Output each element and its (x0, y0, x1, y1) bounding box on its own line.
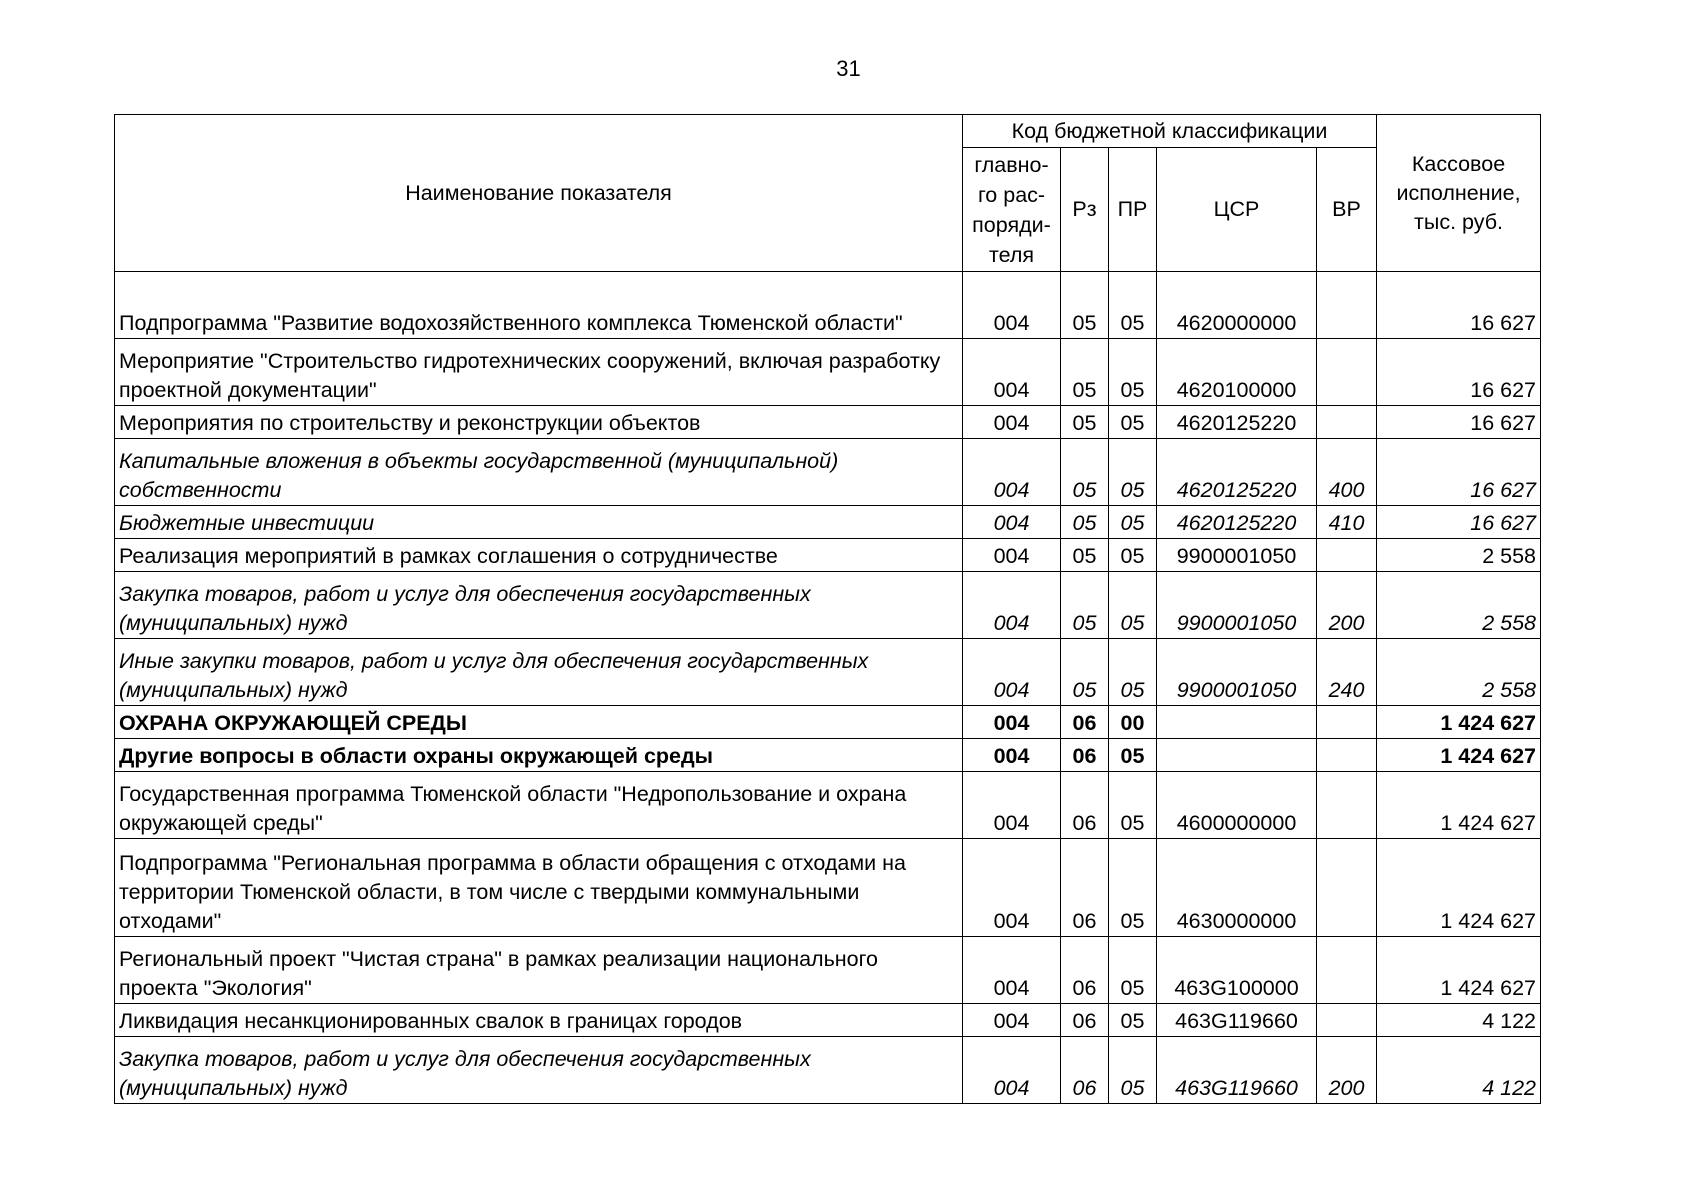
row-amount: 4 122 (1377, 1037, 1541, 1104)
header-vr: ВР (1317, 148, 1377, 272)
header-amount: Кассовое исполнение, тыс. руб. (1377, 115, 1541, 272)
row-amount: 4 122 (1377, 1004, 1541, 1037)
row-pr: 05 (1109, 439, 1157, 506)
row-csr: 463G119660 (1157, 1004, 1317, 1037)
row-admin: 004 (963, 506, 1061, 539)
row-amount: 1 424 627 (1377, 839, 1541, 937)
row-amount: 2 558 (1377, 639, 1541, 706)
table-row (115, 1004, 1541, 1037)
row-pr: 05 (1109, 506, 1157, 539)
row-csr: 9900001050 (1157, 639, 1317, 706)
row-rz: 05 (1061, 572, 1109, 639)
row-amount: 16 627 (1377, 439, 1541, 506)
header-main-admin: главно-го рас-поряди-теля (963, 148, 1061, 272)
row-rz: 05 (1061, 272, 1109, 339)
table-row (115, 772, 1541, 839)
row-vr (1317, 1004, 1377, 1037)
row-rz: 05 (1061, 406, 1109, 439)
row-rz: 05 (1061, 439, 1109, 506)
row-name: Мероприятия по строительству и реконструкции объектов (115, 406, 963, 439)
row-amount: 16 627 (1377, 506, 1541, 539)
table-row (115, 406, 1541, 439)
row-name: Подпрограмма "Региональная программа в области обращения с отходами на территории Тюменской области, в том числе с твердыми коммунальными отходами" (115, 839, 963, 937)
row-admin: 004 (963, 572, 1061, 639)
row-vr (1317, 839, 1377, 937)
row-vr: 200 (1317, 572, 1377, 639)
row-csr: 9900001050 (1157, 572, 1317, 639)
row-csr: 4630000000 (1157, 839, 1317, 937)
row-admin: 004 (963, 339, 1061, 406)
row-pr: 05 (1109, 406, 1157, 439)
row-name: Региональный проект "Чистая страна" в рамках реализации национального проекта "Экология" (115, 937, 963, 1004)
row-pr: 05 (1109, 572, 1157, 639)
row-admin: 004 (963, 772, 1061, 839)
row-vr (1317, 272, 1377, 339)
row-admin: 004 (963, 539, 1061, 572)
row-admin: 004 (963, 639, 1061, 706)
row-vr (1317, 706, 1377, 739)
row-name: Подпрограмма "Развитие водохозяйственного комплекса Тюменской области" (115, 272, 963, 339)
row-vr (1317, 339, 1377, 406)
row-rz: 06 (1061, 706, 1109, 739)
row-vr (1317, 739, 1377, 772)
header-csr: ЦСР (1157, 148, 1317, 272)
row-name: Реализация мероприятий в рамках соглашения о сотрудничестве (115, 539, 963, 572)
row-csr: 4620125220 (1157, 506, 1317, 539)
table-row (115, 639, 1541, 706)
row-csr: 4600000000 (1157, 772, 1317, 839)
row-rz: 06 (1061, 1037, 1109, 1104)
row-pr: 05 (1109, 539, 1157, 572)
row-pr: 05 (1109, 339, 1157, 406)
row-name: ОХРАНА ОКРУЖАЮЩЕЙ СРЕДЫ (115, 706, 963, 739)
row-admin: 004 (963, 1037, 1061, 1104)
row-pr: 05 (1109, 937, 1157, 1004)
row-pr: 05 (1109, 772, 1157, 839)
row-rz: 05 (1061, 539, 1109, 572)
header-rz: Рз (1061, 148, 1109, 272)
row-name: Ликвидация несанкционированных свалок в границах городов (115, 1004, 963, 1037)
row-admin: 004 (963, 406, 1061, 439)
row-pr: 05 (1109, 639, 1157, 706)
row-csr: 4620000000 (1157, 272, 1317, 339)
row-admin: 004 (963, 272, 1061, 339)
table-row (115, 272, 1541, 339)
row-csr: 4620125220 (1157, 439, 1317, 506)
row-pr: 05 (1109, 1004, 1157, 1037)
row-pr: 05 (1109, 739, 1157, 772)
table-row (115, 706, 1541, 739)
row-csr (1157, 739, 1317, 772)
row-rz: 06 (1061, 1004, 1109, 1037)
row-admin: 004 (963, 937, 1061, 1004)
table-row (115, 339, 1541, 406)
row-admin: 004 (963, 439, 1061, 506)
row-vr (1317, 772, 1377, 839)
row-csr: 463G119660 (1157, 1037, 1317, 1104)
header-code-group: Код бюджетной классификации (963, 115, 1377, 148)
row-name: Государственная программа Тюменской области "Недропользование и охрана окружающей среды" (115, 772, 963, 839)
row-name: Капитальные вложения в объекты государственной (муниципальной) собственности (115, 439, 963, 506)
row-name: Другие вопросы в области охраны окружающей среды (115, 739, 963, 772)
table-row (115, 506, 1541, 539)
row-amount: 16 627 (1377, 339, 1541, 406)
row-amount: 2 558 (1377, 539, 1541, 572)
row-rz: 06 (1061, 937, 1109, 1004)
row-vr: 400 (1317, 439, 1377, 506)
row-amount: 1 424 627 (1377, 706, 1541, 739)
row-pr: 00 (1109, 706, 1157, 739)
row-admin: 004 (963, 739, 1061, 772)
row-amount: 1 424 627 (1377, 739, 1541, 772)
row-vr (1317, 937, 1377, 1004)
row-name: Мероприятие "Строительство гидротехнических сооружений, включая разработку проектной документации" (115, 339, 963, 406)
row-pr: 05 (1109, 1037, 1157, 1104)
table-row (115, 839, 1541, 937)
row-csr: 9900001050 (1157, 539, 1317, 572)
row-csr: 4620125220 (1157, 406, 1317, 439)
row-rz: 05 (1061, 639, 1109, 706)
row-amount: 1 424 627 (1377, 937, 1541, 1004)
row-pr: 05 (1109, 839, 1157, 937)
row-amount: 16 627 (1377, 406, 1541, 439)
row-csr (1157, 706, 1317, 739)
row-rz: 05 (1061, 506, 1109, 539)
table-row (115, 937, 1541, 1004)
row-name: Закупка товаров, работ и услуг для обеспечения государственных (муниципальных) нужд (115, 572, 963, 639)
row-vr: 200 (1317, 1037, 1377, 1104)
row-pr: 05 (1109, 272, 1157, 339)
row-rz: 06 (1061, 839, 1109, 937)
row-amount: 1 424 627 (1377, 772, 1541, 839)
row-vr: 240 (1317, 639, 1377, 706)
table-row (115, 1037, 1541, 1104)
row-rz: 06 (1061, 772, 1109, 839)
row-admin: 004 (963, 706, 1061, 739)
row-name: Закупка товаров, работ и услуг для обеспечения государственных (муниципальных) нужд (115, 1037, 963, 1104)
table-row (115, 572, 1541, 639)
table-row (115, 739, 1541, 772)
row-rz: 06 (1061, 739, 1109, 772)
budget-table (114, 114, 1541, 1104)
row-name: Бюджетные инвестиции (115, 506, 963, 539)
row-admin: 004 (963, 1004, 1061, 1037)
header-name: Наименование показателя (115, 115, 963, 272)
row-rz: 05 (1061, 339, 1109, 406)
table-row (115, 439, 1541, 506)
row-csr: 4620100000 (1157, 339, 1317, 406)
page-number: 31 (836, 56, 861, 81)
row-vr: 410 (1317, 506, 1377, 539)
row-amount: 2 558 (1377, 572, 1541, 639)
row-csr: 463G100000 (1157, 937, 1317, 1004)
row-amount: 16 627 (1377, 272, 1541, 339)
row-vr (1317, 406, 1377, 439)
table-row (115, 539, 1541, 572)
row-name: Иные закупки товаров, работ и услуг для обеспечения государственных (муниципальных) нужд (115, 639, 963, 706)
row-vr (1317, 539, 1377, 572)
row-admin: 004 (963, 839, 1061, 937)
table-header (115, 115, 1541, 272)
header-pr: ПР (1109, 148, 1157, 272)
